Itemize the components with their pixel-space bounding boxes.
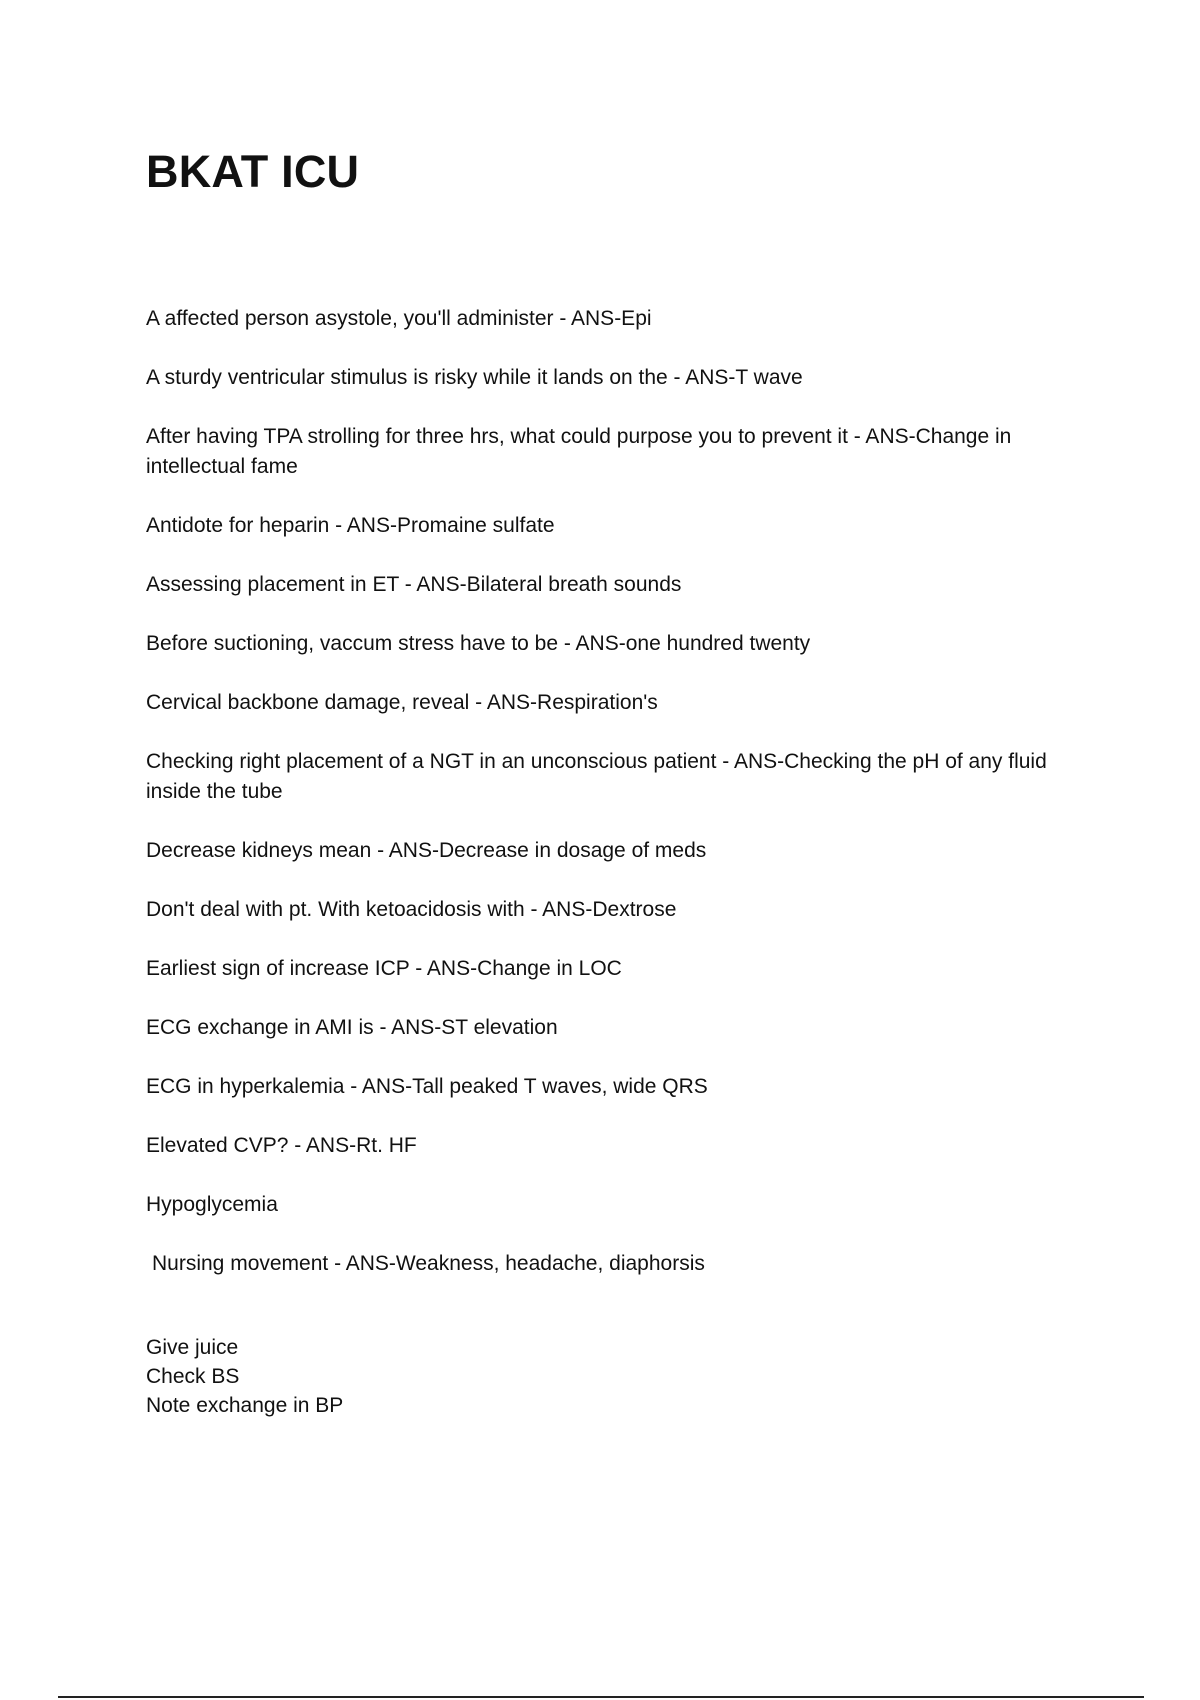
qa-item: Checking right placement of a NGT in an unconscious patient - ANS-Checking the pH of any fluid inside the tube bbox=[146, 750, 1047, 803]
qa-item: Assessing placement in ET - ANS-Bilateral breath sounds bbox=[146, 573, 682, 596]
nursing-step: Give juice bbox=[146, 1336, 239, 1359]
document-title: BKAT ICU bbox=[146, 146, 360, 197]
nursing-step: Note exchange in BP bbox=[146, 1394, 344, 1417]
qa-list bbox=[146, 304, 1076, 1308]
qa-item: ECG in hyperkalemia - ANS-Tall peaked T waves, wide QRS bbox=[146, 1075, 708, 1098]
nursing-steps-list bbox=[146, 1333, 343, 1420]
qa-item: Antidote for heparin - ANS-Promaine sulfate bbox=[146, 514, 555, 537]
qa-item: Earliest sign of increase ICP - ANS-Change in LOC bbox=[146, 957, 622, 980]
qa-item: A affected person asystole, you'll administer - ANS-Epi bbox=[146, 307, 652, 330]
qa-item: Elevated CVP? - ANS-Rt. HF bbox=[146, 1134, 417, 1157]
qa-item: ECG exchange in AMI is - ANS-ST elevation bbox=[146, 1016, 558, 1039]
qa-item: Nursing movement - ANS-Weakness, headache, diaphorsis bbox=[152, 1252, 705, 1275]
qa-item: Don't deal with pt. With ketoacidosis with - ANS-Dextrose bbox=[146, 898, 677, 921]
qa-item: A sturdy ventricular stimulus is risky while it lands on the - ANS-T wave bbox=[146, 366, 803, 389]
qa-item: Hypoglycemia bbox=[146, 1193, 278, 1216]
qa-item: Decrease kidneys mean - ANS-Decrease in dosage of meds bbox=[146, 839, 707, 862]
qa-item: Before suctioning, vaccum stress have to be - ANS-one hundred twenty bbox=[146, 632, 811, 655]
qa-item: Cervical backbone damage, reveal - ANS-Respiration's bbox=[146, 691, 658, 714]
footer-divider bbox=[58, 1696, 1144, 1698]
nursing-step: Check BS bbox=[146, 1365, 240, 1388]
qa-item: After having TPA strolling for three hrs, what could purpose you to prevent it - ANS-Change in intellectual fame bbox=[146, 425, 1012, 478]
